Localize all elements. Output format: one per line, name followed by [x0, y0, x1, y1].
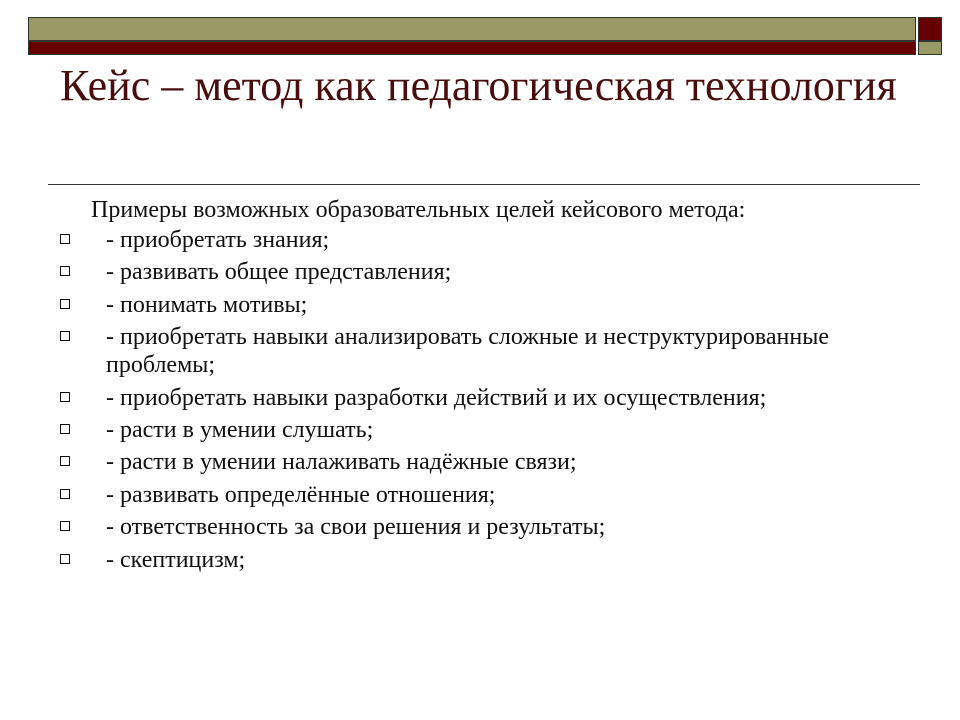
header-maroon-square [918, 17, 942, 41]
list-item [60, 258, 930, 286]
list-item [60, 323, 930, 379]
square-bullet-icon [60, 266, 70, 276]
list-item [60, 416, 930, 444]
list-item [60, 226, 930, 254]
square-bullet-icon [60, 554, 70, 564]
slide-title: Кейс – метод как педагогическая технология [60, 61, 897, 110]
square-bullet-icon [60, 521, 70, 531]
list-item-text: - приобретать навыки анализировать сложные и неструктурированные проблемы; [106, 324, 830, 379]
square-bullet-icon [60, 392, 70, 402]
list-item [60, 513, 930, 541]
list-item-text: - расти в умении налаживать надёжные связи; [106, 449, 577, 476]
list-item [60, 291, 930, 319]
goals-list [60, 226, 930, 578]
square-bullet-icon [60, 234, 70, 244]
intro-text: Примеры возможных образовательных целей кейсового метода: [91, 197, 746, 223]
header-maroon-bar [28, 41, 916, 55]
list-item-text: - понимать мотивы; [106, 291, 308, 318]
header-olive-bar [28, 17, 916, 41]
list-item [60, 546, 930, 574]
list-item-text: - развивать определённые отношения; [106, 481, 496, 508]
square-bullet-icon [60, 456, 70, 466]
title-divider [48, 184, 920, 185]
square-bullet-icon [60, 331, 70, 341]
list-item-text: - расти в умении слушать; [106, 416, 374, 443]
list-item-text: - приобретать знания; [106, 227, 330, 253]
square-bullet-icon [60, 424, 70, 434]
square-bullet-icon [60, 299, 70, 309]
list-item [60, 448, 930, 476]
list-item [60, 384, 930, 412]
square-bullet-icon [60, 489, 70, 499]
list-item-text: - ответственность за свои решения и результаты; [106, 514, 606, 541]
list-item [60, 481, 930, 509]
header-olive-square [918, 41, 942, 55]
list-item-text: - скептицизм; [106, 546, 246, 573]
list-item-text: - развивать общее представления; [106, 259, 452, 286]
list-item-text: - приобретать навыки разработки действий и их осуществления; [106, 384, 767, 411]
